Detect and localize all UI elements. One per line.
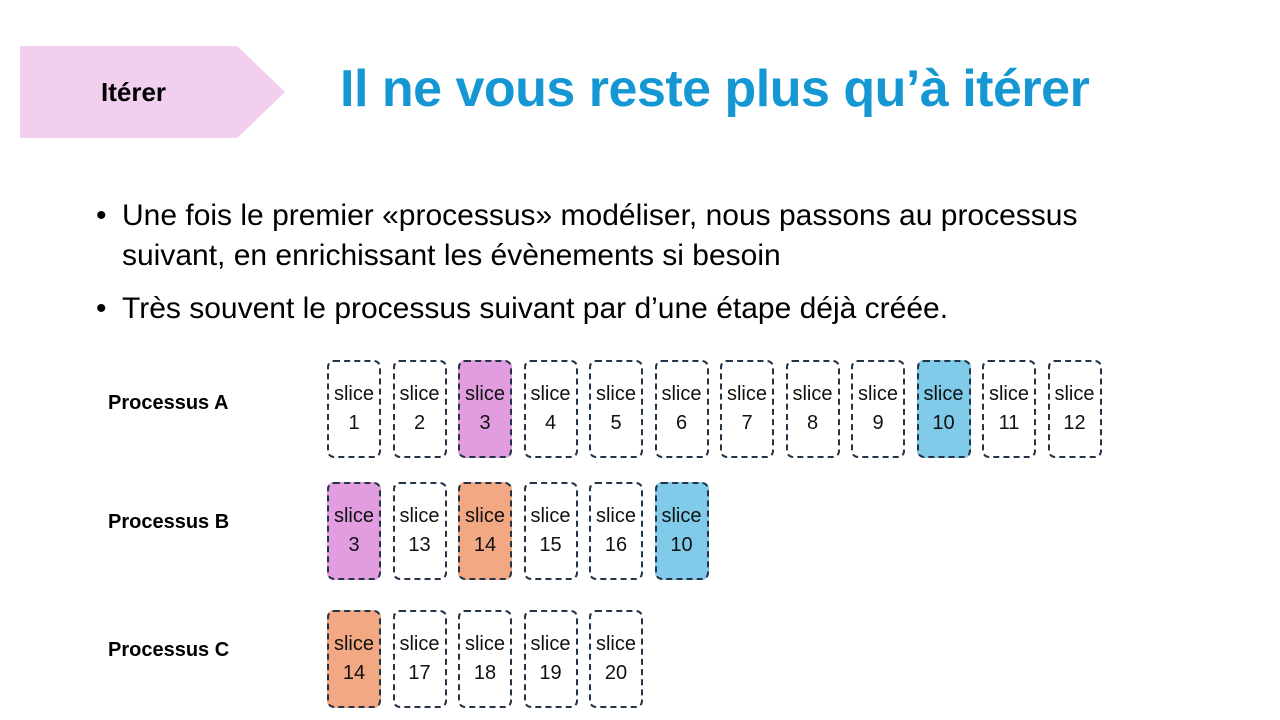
slice-number: 17 [408, 662, 431, 684]
process-c-label: Processus C [108, 639, 230, 661]
slice-word: slice [595, 383, 636, 405]
section-tag-label: Itérer [101, 77, 167, 107]
slice-number: 1 [348, 412, 360, 434]
slice-number: 15 [539, 534, 562, 556]
bullet-text: Très souvent le processus suivant par d’une étape déjà créée. [122, 292, 949, 325]
slice-number: 19 [539, 662, 562, 684]
slice-number: 9 [872, 412, 884, 434]
slice-number: 13 [408, 534, 431, 556]
slice-word: slice [661, 505, 702, 527]
slice-word: slice [726, 383, 767, 405]
slice-number: 11 [998, 412, 1020, 434]
process-b-label: Processus B [108, 511, 230, 533]
slice-word: slice [923, 383, 964, 405]
slice-word: slice [857, 383, 898, 405]
slice-word: slice [333, 383, 374, 405]
slide-title: Il ne vous reste plus qu’à itérer [340, 60, 1090, 118]
slice-card [589, 360, 643, 458]
slice-word: slice [464, 633, 505, 655]
slice-word: slice [333, 505, 374, 527]
slice-word: slice [595, 505, 636, 527]
slice-card [393, 610, 447, 708]
slice-card [524, 482, 578, 580]
bullet-list [96, 196, 1176, 342]
slice-number: 8 [806, 412, 819, 434]
slice-card [655, 360, 709, 458]
slice-word: slice [988, 383, 1029, 405]
slice-card [720, 360, 774, 458]
slice-card [327, 610, 381, 708]
slice-card [589, 610, 643, 708]
slice-card [327, 360, 381, 458]
slice-number: 14 [342, 662, 366, 684]
slice-card [458, 360, 512, 458]
bullet-item [96, 196, 1176, 276]
slice-card [655, 482, 709, 580]
slice-word: slice [530, 383, 571, 405]
slice-number: 7 [741, 412, 753, 434]
slice-number: 5 [610, 412, 622, 434]
bullet-item [96, 289, 1176, 329]
slice-card [1048, 360, 1102, 458]
slice-number: 14 [473, 534, 497, 556]
slice-word: slice [530, 505, 571, 527]
slice-word: slice [530, 633, 571, 655]
slice-card [393, 482, 447, 580]
slice-number: 16 [604, 534, 628, 556]
slice-card [393, 360, 447, 458]
slice-number: 2 [413, 412, 426, 434]
bullet-text: Une fois le premier «processus» modéliser, nous passons au processus suivant, en enrichissant les évènements si besoin [122, 199, 1078, 272]
slice-card [327, 482, 381, 580]
slice-number: 10 [670, 534, 693, 556]
slice-word: slice [1054, 383, 1095, 405]
slice-card [524, 360, 578, 458]
slice-number: 3 [348, 534, 360, 556]
slice-word: slice [399, 633, 440, 655]
slice-card [458, 610, 512, 708]
slice-card [982, 360, 1036, 458]
slice-word: slice [464, 383, 505, 405]
slice-card [524, 610, 578, 708]
slice-card [786, 360, 840, 458]
slice-card [589, 482, 643, 580]
slice-word: slice [333, 633, 374, 655]
slice-number: 6 [675, 412, 688, 434]
slice-number: 20 [604, 662, 628, 684]
slice-number: 10 [932, 412, 955, 434]
slice-word: slice [595, 633, 636, 655]
slice-number: 12 [1063, 412, 1086, 434]
slice-word: slice [661, 383, 702, 405]
slice-card [458, 482, 512, 580]
bullet-dot-icon: • [96, 292, 107, 325]
slice-card [917, 360, 971, 458]
slice-word: slice [464, 505, 505, 527]
process-a-label: Processus A [108, 392, 229, 414]
slice-number: 18 [473, 662, 497, 684]
slice-number: 4 [544, 412, 557, 434]
slice-number: 3 [479, 412, 491, 434]
bullet-dot-icon: • [96, 199, 107, 232]
slice-card [851, 360, 905, 458]
slice-word: slice [399, 505, 440, 527]
slice-word: slice [792, 383, 833, 405]
slice-word: slice [399, 383, 440, 405]
